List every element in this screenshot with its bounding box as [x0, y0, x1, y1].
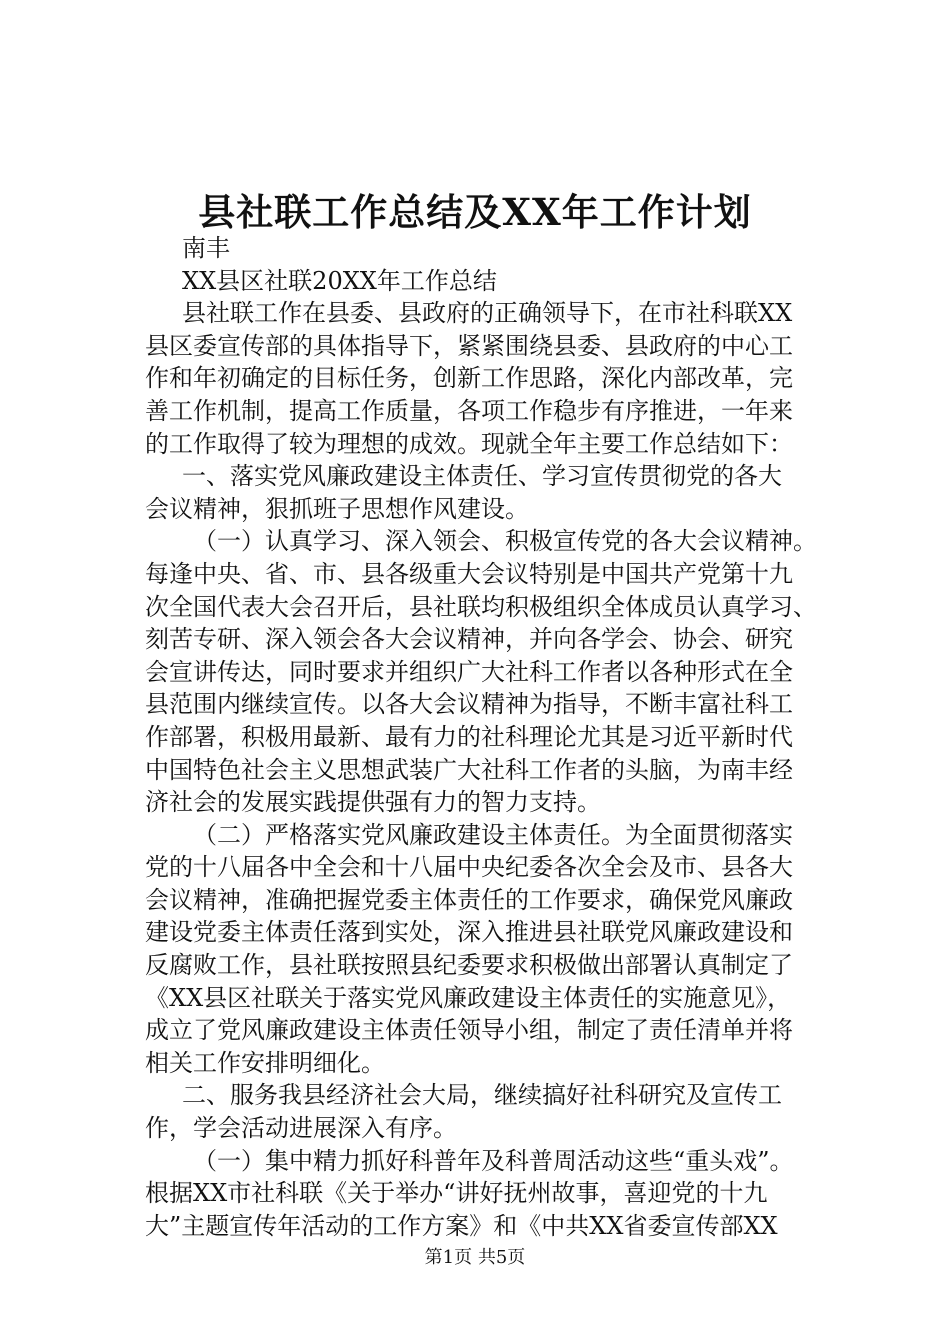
paragraph-line: 成立了党风廉政建设主体责任领导小组，制定了责任清单并将: [145, 1016, 793, 1045]
paragraph-line: 《XX县区社联关于落实党风廉政建设主体责任的实施意见》，: [145, 983, 792, 1012]
paragraph-line: 县社联工作在县委、县政府的正确领导下，在市社科联XX: [182, 299, 793, 328]
paragraph-line: 会议精神，准确把握党委主体责任的工作要求，确保党风廉政: [145, 885, 793, 914]
paragraph-line: 建设党委主体责任落到实处，深入推进县社联党风廉政建设和: [145, 918, 793, 947]
document-body: [145, 232, 817, 1242]
paragraph-line: 的工作取得了较为理想的成效。现就全年主要工作总结如下：: [145, 429, 793, 458]
subtitle-line: XX县区社联20XX年工作总结: [182, 266, 497, 295]
paragraph-line: 县区委宣传部的具体指导下，紧紧围绕县委、县政府的中心工: [145, 331, 793, 360]
paragraph-line: 县范围内继续宣传。以各大会议精神为指导，不断丰富社科工: [145, 690, 793, 719]
section-heading-line: 二、服务我县经济社会大局，继续搞好社科研究及宣传工: [182, 1081, 782, 1110]
section-heading-line: 会议精神，狠抓班子思想作风建设。: [145, 494, 529, 523]
paragraph-line: 作和年初确定的目标任务，创新工作思路，深化内部改革，完: [145, 364, 793, 393]
paragraph-line: （一）集中精力抓好科普年及科普周活动这些“重头戏”。: [193, 1146, 794, 1175]
paragraph-line: 会宣讲传达，同时要求并组织广大社科工作者以各种形式在全: [145, 657, 793, 686]
paragraph-line: （二）严格落实党风廉政建设主体责任。为全面贯彻落实: [193, 820, 793, 849]
paragraph-line: 善工作机制，提高工作质量，各项工作稳步有序推进，一年来: [145, 396, 793, 425]
section-heading-line: 作，学会活动进展深入有序。: [145, 1114, 457, 1143]
paragraph-line: 刻苦专研、深入领会各大会议精神，并向各学会、协会、研究: [145, 625, 793, 654]
paragraph-line: 大”主题宣传年活动的工作方案》和《中共XX省委宣传部XX: [145, 1211, 778, 1240]
paragraph-line: 反腐败工作，县社联按照县纪委要求积极做出部署认真制定了: [145, 951, 793, 980]
paragraph-line: 党的十八届各中全会和十八届中央纪委各次全会及市、县各大: [145, 853, 793, 882]
document-title: 县社联工作总结及XX年工作计划: [198, 190, 752, 234]
paragraph-line: 每逢中央、省、市、县各级重大会议特别是中国共产党第十九: [145, 559, 793, 588]
paragraph-line: （一）认真学习、深入领会、积极宣传党的各大会议精神。: [193, 527, 817, 556]
section-heading-line: 一、落实党风廉政建设主体责任、学习宣传贯彻党的各大: [182, 462, 782, 491]
paragraph-line: 相关工作安排明细化。: [145, 1048, 385, 1077]
page-number-footer: 第1页 共5页: [424, 1247, 526, 1268]
paragraph-line: 中国特色社会主义思想武装广大社科工作者的头脑，为南丰经: [145, 755, 793, 784]
paragraph-line: 根据XX市社科联《关于举办“讲好抚州故事，喜迎党的十九: [145, 1179, 768, 1208]
paragraph-line: 次全国代表大会召开后，县社联均积极组织全体成员认真学习、: [145, 592, 817, 621]
paragraph-line: 济社会的发展实践提供强有力的智力支持。: [145, 788, 601, 817]
author-line: 南丰: [182, 234, 230, 262]
paragraph-line: 作部署，积极用最新、最有力的社科理论尤其是习近平新时代: [145, 722, 793, 751]
